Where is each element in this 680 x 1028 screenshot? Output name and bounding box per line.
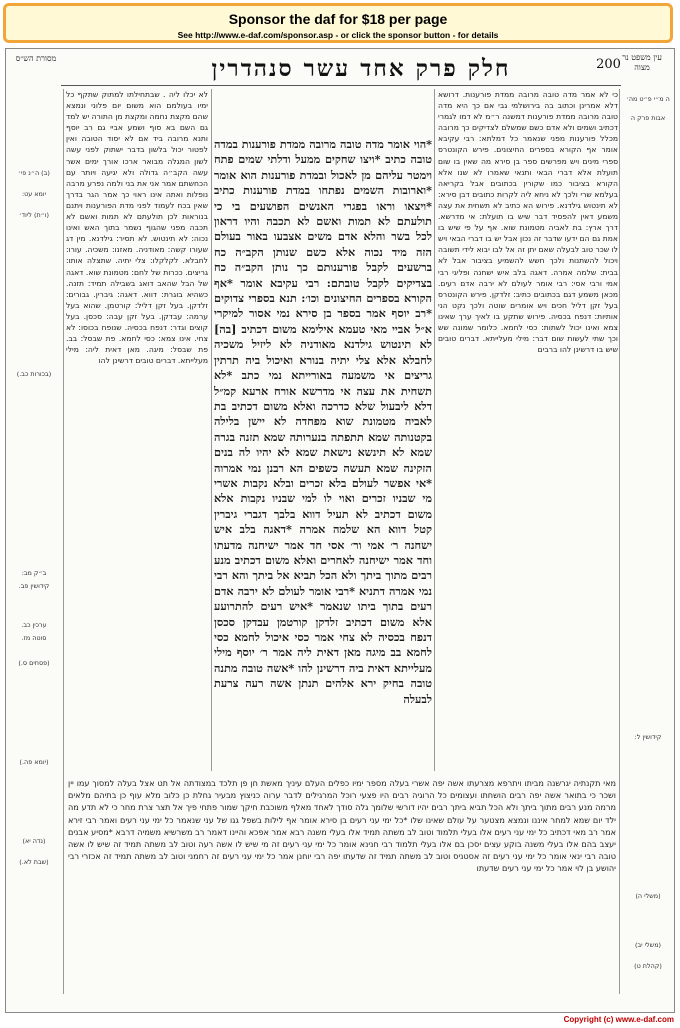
margin-note: (ב) ה״נ פי׳ xyxy=(18,169,50,177)
bottom-text-block: מאי תקנתיה יגרשנה מביתו ויתרפא מצרעתו אשה יפה אשרי בעלה מספר ימיו כפלים העלם עיניך מאשת חן פן תלכד במצודתה אל תט אצל בעלה למסוך עמו יין ושכר כי בתואר אשה יפה רבים הושחתו ועצומים כל הרוגיה רבים היו פצעי רוכל המרגילים לדבר ערוה כניצוץ מבעיר גחלת כן כלוב מלא עוף כן בתיהם מלאים מרמה מנע רבים מתוך ביתך ולא הכל תביא ביתך רבים יהיו דורשי שלומך גלה סודך לאחד מאלף משוכבת חיקך שמור פתחי פיך אל תצר צרת מחר כי לא תדע מה ילד יום שמא למחר איננו ונמצא מצטער על עולם שאינו שלו *כל ימי עני רעים בן סירא אומר אף לילות בשפל גגו של עני שנאמר כל ימי עני רעים ואמר רבי זירא אמר רב מאי דכתיב כל ימי עני רעים אלו בעלי תלמוד וטוב לב משתה תמיד אלו בעלי משנה רבא אמר אפכא והיינו דאמר רב משרשיא משמיה דרבא *מסיע אבנים יעצב בהם אלו בעלי משנה בוקע עצים יסכן בם אלו בעלי תלמוד רבי חנינא אומר כל ימי עני רעים זה מי שיש לו אשה רעה וטוב לב משתה תמיד זה שיש לו אשה טובה רבי ינאי אומר כל ימי עני רעים זה אסטניס וטוב לב משתה תמיד זה שדעתו יפה רבי יוחנן אמר כל ימי עני רעים זה רחמני וטוב לב משתה תמיד זה אכזרי רבי יהושע בן לוי אמר כל ימי עני רעים שדעתו xyxy=(68,778,616,874)
page-title: חלק פרק אחד עשר סנהדרין xyxy=(211,55,511,82)
margin-note: (משלי ה) xyxy=(635,892,661,900)
copyright-link[interactable]: Copyright (c) www.e-daf.com xyxy=(563,1015,674,1024)
margin-note: (קהלת ט) xyxy=(634,962,662,969)
talmud-page xyxy=(5,48,675,1013)
column-divider xyxy=(434,89,435,771)
margin-note: ה מ״י פ״ט מה׳ xyxy=(626,95,670,103)
margin-note: (נדה יא) xyxy=(22,837,46,845)
margin-note: (שבת לא.) xyxy=(19,858,49,866)
margin-note: (בכורות כב.) xyxy=(16,370,52,378)
column-divider xyxy=(619,89,620,994)
mesoret-heading: מסורת הש״ס xyxy=(15,54,57,63)
sponsor-title[interactable]: Sponsor the daf for $18 per page xyxy=(228,11,448,27)
right-margin-notes xyxy=(622,89,674,969)
tosafot-column: כי לא אמר מדה טובה מרובה ממדת פורענות. דרושא דלא אמרינן וכתוב בה בירושלמי גבי אם כך היא מדה טובה מרובה ממדת פורענות דמשנה ר״מ לא דמו לגמרי דכתיב ושמים ולא אדם כשם שמשלם לצדיקים כך מרובה מכלל פורענות מפני שנאמר כל דמלתא: רבי עקיבא אומר אף הקורא בספרים החיצונים. פירש הקונטרס ספרי מינים ויש מפרשים ספר בן סירא מה שאין בו שום תועלת אלא דברי הבאי ותנאי שאמרו לא שנו אלא הקורא בציבור כמו שקורין בכתובים אבל בקריאה בעלמא שרי ולכך לא ניחא ליה לקרות כתובים דבן סירא: לא תינטוש גילדנא. פירוש הא כתיב לא תשחית את עצה משמע דאין להפסיד דבר שיש בו תועלת: אי מדרשא. דרך ארץ: בת לאביה מטמונת שוא. אף על פי שיש בו אמת גם הם ידעו שדבר זה נכון אבל יש בו דברי הבאי ויש לו שכר טוב לבעלה שאם יתן זה אל לבו יבוא לידי תשובה ויכול להשתנות ולכך חשש להשמיע בציבור אבל לא בבית: שלמה אמרה. דאגה בלב איש ישחנה ופליגי רבי אמי ורבי אסי: רבי אומר לעולם לא ירבה אדם רעים. מכאן משמע דגם בכתובים כתיב: זלדקן. פירש הקונטרס בעל זקן דליל חכים ויש אומרים שוטה ולכך נקט הני אותיות: דנפח בכסיה. פירוש שתקע בו לאיך ערך שאינו צמא ואינו יכול לשתות: כסי לחמא. כלומר שמונה שש וכך שתי לעשות שום דבר: מילי מעלייתא. דברים טובים שיש בו דרשינן להו ברבים xyxy=(438,90,618,355)
margin-note: (יומא פה.) xyxy=(19,758,49,766)
gemara-column: *הוי אומר מדה טובה מרובה ממדת פורענות במדה טובה כתיב *ויצו שחקים ממעל ודלתי שמים פתח וימטר עליהם מן לאכול ובמדת פורענות הוא אומר *וארובות השמים נפתחו במדת פורענות כתיב *ויצאו וראו בפגרי האנשים הפושעים בי כי תולעתם לא תמות ואשם לא תכבה והיו דראון לכל בשר והלא אדם משים אצבעו באור בעולם הזה מיד נכוה אלא כשם שנותן הקב״ה כח ברשעים לקבל פורענותם כך נותן הקב״ה כח בצדיקים לקבל טובתם: רבי עקיבא אומר *אף הקורא בספרים החיצונים וכו׳: תנא בספרי צדוקים *רב יוסף אמר בספר בן סירא נמי אסור למיקרי א״ל אביי מאי טעמא אילימא משום דכתיב [בה] לא תינטוש גילדנא מאודניה לא ליזיל משכיה לחבלא אלא צלי יתיה בנורא ואיכול ביה תרתין גריצים אי משמעה באורייתא נמי כתב *לא תשחית את עצה אי מדרשא אורח ארעא קמ״ל דלא ליבעול שלא כדרכה ואלא משום דכתיב בת לאביה מטמונת שוא מפחדה לא יישן בלילה בקטנותה שמא תתפתה בנערותה שמא תזנה בגרה שמא לא תינשא נישאת שמא לא יהיו לה בנים הזקינה שמא תעשה כשפים הא רבנן נמי אמרוה *אי אפשר לעולם בלא זכרים ובלא נקבות אשרי מי שבניו זכרים ואוי לו למי שבניו נקבות אלא משום דכתיב לא תעיל דווא בלבך דגברי גיברין קטל דווא הא שלמה אמרה *דאגה בלב איש ישחנה ר׳ אמי ור׳ אסי חד אמר ישיחנה מדעתו וחד אמר ישיחנה לאחרים ואלא משום דכתיב מנע רבים מתוך ביתך ולא הכל תביא אל ביתך והא רבי נמי אמרה דתניא *רבי אומר לעולם לא ירבה אדם רעים בתוך ביתו שנאמר *איש רעים להתרועע אלא משום דכתיב זלדקן קורטמן עבדקן סכסן דנפח בכסיה לא צחי אמר כסי איכול לחמא כסי לחמא בב מיגה מאן דאית ליה אמר ר׳ יוסף מילי מעלייתא דאית ביה דרשינן להו *אשה טובה מתנה טובה בחיק ירא אלהים תנתן אשה רעה צרעת לבעלה xyxy=(214,137,432,706)
header-rule xyxy=(61,85,621,86)
ein-mishpat-heading: עין משפט נר מצוה xyxy=(622,53,662,72)
margin-note: סוטה מז. xyxy=(21,634,47,642)
margin-note: ערכין כב. xyxy=(21,621,47,629)
margin-note: (פסחים ס.) xyxy=(18,659,50,667)
rashi-column: לא יכלו ליה . שבתחילתו למתוק שתקף כל ימיו בעולמם הוא משום יום פלוני ונמצא שהם מקצת נחמה ומקצת מן התורה יש למד גם השם בא סוף ושמע אביי גם רב יוסף ותנא מרובה ביד אם לא יסוד הטובה ואין לפטור יכול בלשון בדבר ישתוק לפני עשה לשון המגלה מבואר ארכו אורך ימים אשר עשה הקב״ה גדולה ולא יגיעה ויותר עם הכחשתם אמר אני את בני ולמה נפרע מרבה נופלות ואתה אינו ראוי כך אמר הגר בדרך שאין בכח לעמוד לפני מדת הפורענות ויתנם בנוראות לכן תולעתם לא תמות ואשם לא תכבה מפני שהגוף נשמר בתוך האש ואינו נכוה: לא תינטוש. לא תסיר: גילדנא. מין דג שעורו קשה: מאודניה. מאזנו: משכיה. עורו: לחבלא. לקלקלו: צלי יתיה. שתצלה אותו: גריצים. ככרות של לחם: מטמונת שוא. דאגה של הבל שהאב דואג בשבילה תמיד: תזנה. כשהיא בוגרת: דווא. דאגה: גיברין. גבורים: זלדקן. בעל זקן דליל: קורטמן. שהוא בעל ערמה: עבדקן. בעל זקן עבה: סכסן. בעל קוצים וגדר: דנפח בכסיה. שנופח בכוסו: לא צחי. אינו צמא: כסי לחמא. פת שבסל: בב. פת שבסל: מיגה. מאן דאית ליה: מילי מעלייתא. דברים טובים דרשינן להו xyxy=(66,90,208,366)
left-margin-notes xyxy=(8,89,60,969)
margin-note: יומא עט: xyxy=(21,190,47,198)
margin-note: ב״ק מב: xyxy=(21,569,47,577)
page-number: 200 xyxy=(596,57,621,72)
column-divider xyxy=(63,89,64,994)
sponsor-subtitle[interactable]: See http://www.e-daf.com/sponsor.asp - or click the sponsor button - for details xyxy=(177,30,499,40)
margin-note: (משלי יב) xyxy=(634,941,662,949)
column-divider xyxy=(211,89,212,771)
margin-note: (ו״ת) ליוד׳ xyxy=(18,211,50,219)
sponsor-banner[interactable] xyxy=(3,3,673,43)
margin-note: קידושין ל: xyxy=(634,733,662,741)
margin-note: קידושין פב. xyxy=(18,582,50,590)
margin-note: אבות פרק ה xyxy=(630,114,666,122)
